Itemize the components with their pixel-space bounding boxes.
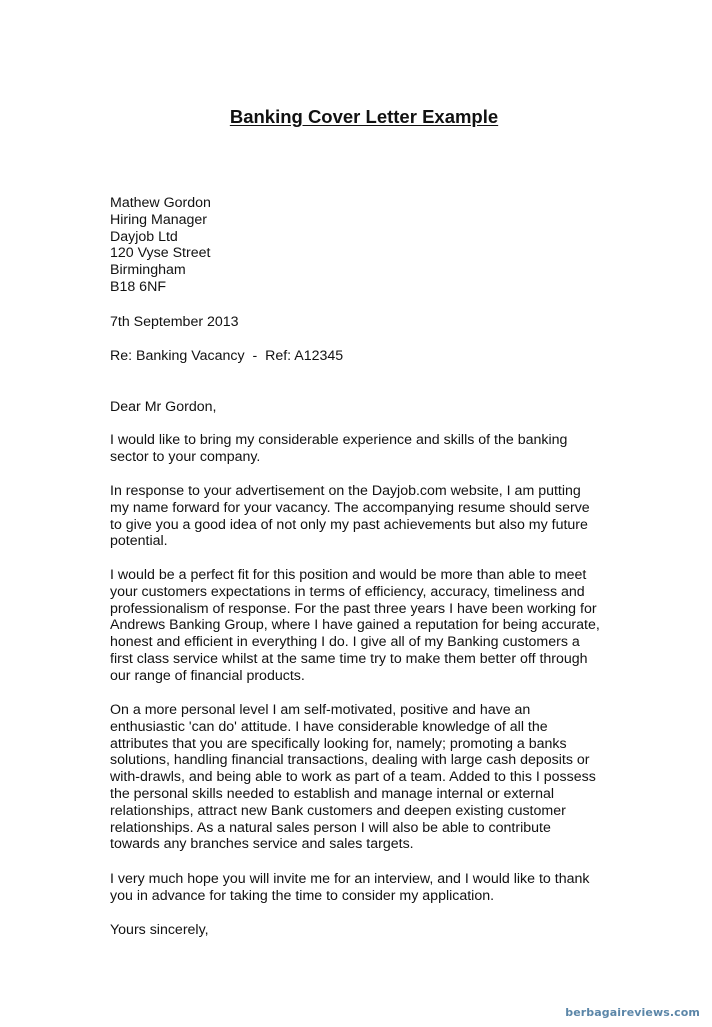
paragraph-2 xyxy=(110,483,620,550)
paragraph-line: On a more personal level I am self-motivated, positive and have an xyxy=(110,702,531,718)
letter-date-block xyxy=(110,314,620,331)
paragraph-line: sector to your company. xyxy=(110,448,261,465)
paragraph-line: relationships, attract new Bank customers and deepen existing customer xyxy=(110,802,566,819)
paragraph-line: the personal skills needed to establish and manage internal or external xyxy=(110,785,555,802)
paragraph-line: I would be a perfect fit for this position and would be more than able to meet xyxy=(110,567,587,583)
paragraph-line: In response to your advertisement on the Dayjob.com website, I am putting xyxy=(110,483,581,499)
paragraph-line: honest and efficient in everything I do. I give all of my Banking customers a xyxy=(110,634,580,651)
paragraph-3 xyxy=(110,567,620,685)
recipient-address xyxy=(110,195,620,296)
paragraph-line: I very much hope you will invite me for an interview, and I would like to thank xyxy=(110,871,590,887)
recipient-company: Dayjob Ltd xyxy=(110,228,178,245)
paragraph-line: you in advance for taking the time to consider my application. xyxy=(110,887,495,904)
paragraph-line: with-drawls, and being able to work as part of a team. Added to this I possess xyxy=(110,769,596,786)
paragraph-line: enthusiastic 'can do' attitude. I have considerable knowledge of all the xyxy=(110,718,548,735)
paragraph-line: I would like to bring my considerable experience and skills of the banking xyxy=(110,432,568,448)
watermark: berbagaireviews.com xyxy=(565,1006,700,1019)
closing: Yours sincerely, xyxy=(110,922,209,938)
recipient-city: Birmingham xyxy=(110,262,186,279)
reference-block xyxy=(110,348,620,365)
recipient-name: Mathew Gordon xyxy=(110,195,211,211)
paragraph-1 xyxy=(110,432,620,466)
paragraph-5 xyxy=(110,871,620,905)
document-title: Banking Cover Letter Example xyxy=(229,106,499,127)
salutation: Dear Mr Gordon, xyxy=(110,399,217,415)
paragraph-line: your customers expectations in terms of efficiency, accuracy, timeliness and xyxy=(110,583,585,600)
paragraph-line: Andrews Banking Group, where I have gained a reputation for being accurate, xyxy=(110,617,600,634)
reference-line: Re: Banking Vacancy - Ref: A12345 xyxy=(110,348,344,364)
paragraph-4 xyxy=(110,702,620,853)
paragraph-line: our range of financial products. xyxy=(110,667,305,684)
recipient-postcode: B18 6NF xyxy=(110,278,166,295)
paragraph-line: relationships. As a natural sales person I will also be able to contribute xyxy=(110,819,551,836)
salutation-block xyxy=(110,399,620,416)
paragraph-line: to give you a good idea of not only my past achievements but also my future xyxy=(110,516,588,533)
letter-date: 7th September 2013 xyxy=(110,314,239,330)
recipient-position: Hiring Manager xyxy=(110,211,207,228)
paragraph-line: attributes that you are specifically looking for, namely; promoting a banks xyxy=(110,735,567,752)
paragraph-line: potential. xyxy=(110,533,168,550)
recipient-street: 120 Vyse Street xyxy=(110,245,211,262)
paragraph-line: solutions, handling financial transactions, dealing with large cash deposits or xyxy=(110,752,590,769)
paragraph-line: first class service whilst at the same time try to make them better off through xyxy=(110,650,588,667)
paragraph-line: towards any branches service and sales targets. xyxy=(110,836,414,853)
paragraph-line: professionalism of response. For the past three years I have been working for xyxy=(110,600,597,617)
closing-block xyxy=(110,922,620,939)
paragraph-line: my name forward for your vacancy. The accompanying resume should serve xyxy=(110,499,590,516)
